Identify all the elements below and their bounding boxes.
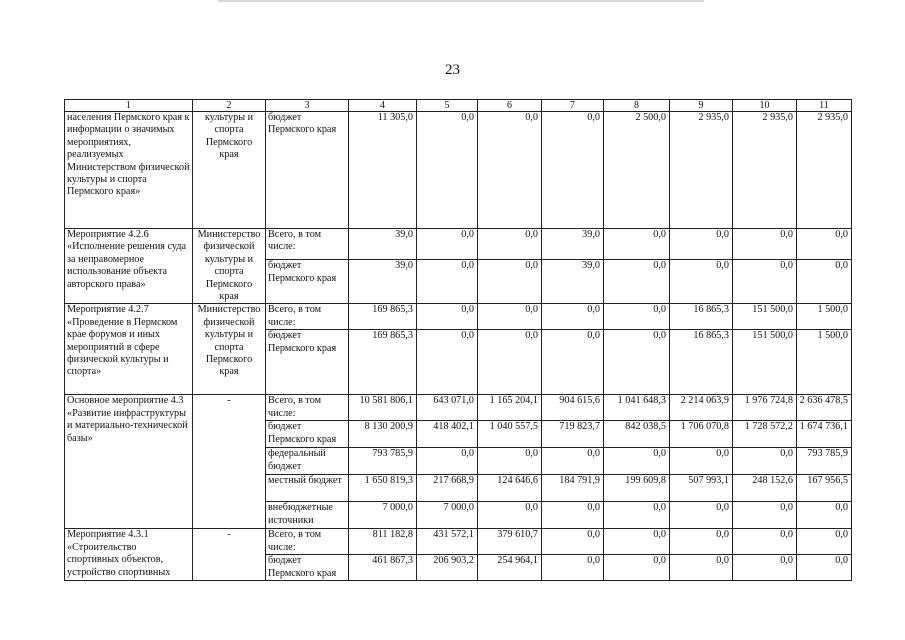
value-cell: 217 668,9	[417, 475, 478, 502]
value-cell: 124 646,6	[478, 475, 542, 502]
value-cell: 0,0	[542, 529, 604, 555]
value-cell: 151 500,0	[733, 330, 797, 395]
value-cell: 1 040 557,5	[478, 421, 542, 448]
top-edge-rule	[218, 0, 704, 2]
value-cell: 0,0	[797, 260, 852, 304]
value-cell: 167 956,5	[797, 475, 852, 502]
value-cell: 793 785,9	[797, 448, 852, 475]
value-cell: 0,0	[542, 112, 604, 229]
value-cell: 0,0	[417, 304, 478, 330]
value-cell: 0,0	[733, 555, 797, 581]
funding-source: бюджет Пермского края	[266, 555, 349, 581]
value-cell: 11 305,0	[349, 112, 417, 229]
value-cell: 507 993,1	[670, 475, 733, 502]
value-cell: 0,0	[797, 529, 852, 555]
column-number-row	[65, 100, 852, 112]
value-cell: 2 214 063,9	[670, 395, 733, 421]
value-cell: 0,0	[733, 229, 797, 260]
value-cell: 0,0	[604, 448, 670, 475]
value-cell: 169 865,3	[349, 304, 417, 330]
value-cell: 1 165 204,1	[478, 395, 542, 421]
value-cell: 0,0	[417, 448, 478, 475]
value-cell: 1 041 648,3	[604, 395, 670, 421]
value-cell: 0,0	[478, 112, 542, 229]
value-cell: 0,0	[670, 448, 733, 475]
responsible-executor: -	[193, 395, 266, 529]
value-cell: 0,0	[797, 555, 852, 581]
funding-source: Всего, в том числе:	[266, 304, 349, 330]
value-cell: 1 650 819,3	[349, 475, 417, 502]
value-cell: 0,0	[797, 502, 852, 529]
activity-name: Основное мероприятие 4.3 «Развитие инфраструктуры и материально-технической базы»	[65, 395, 193, 529]
activity-name: населения Пермского края к информации о значимых мероприятиях, реализуемых Министерством физической культуры и спорта Пермского края»	[65, 112, 193, 229]
value-cell: 431 572,1	[417, 529, 478, 555]
column-number: 1	[65, 100, 193, 112]
value-cell: 2 500,0	[604, 112, 670, 229]
value-cell: 0,0	[542, 448, 604, 475]
funding-source: Всего, в том числе:	[266, 229, 349, 260]
value-cell: 643 071,0	[417, 395, 478, 421]
funding-source: бюджет Пермского края	[266, 330, 349, 395]
value-cell: 793 785,9	[349, 448, 417, 475]
funding-source: бюджет Пермского края	[266, 421, 349, 448]
value-cell: 151 500,0	[733, 304, 797, 330]
value-cell: 39,0	[349, 229, 417, 260]
value-cell: 0,0	[542, 555, 604, 581]
value-cell: 0,0	[604, 555, 670, 581]
value-cell: 2 636 478,5	[797, 395, 852, 421]
value-cell: 0,0	[542, 304, 604, 330]
value-cell: 0,0	[604, 529, 670, 555]
funding-source: Всего, в том числе:	[266, 395, 349, 421]
value-cell: 39,0	[349, 260, 417, 304]
table-row	[65, 395, 852, 421]
value-cell: 1 500,0	[797, 304, 852, 330]
value-cell: 1 706 070,8	[670, 421, 733, 448]
value-cell: 206 903,2	[417, 555, 478, 581]
value-cell: 461 867,3	[349, 555, 417, 581]
value-cell: 0,0	[417, 112, 478, 229]
value-cell: 904 615,6	[542, 395, 604, 421]
value-cell: 169 865,3	[349, 330, 417, 395]
value-cell: 39,0	[542, 229, 604, 260]
funding-source: внебюджетные источники	[266, 502, 349, 529]
value-cell: 0,0	[604, 260, 670, 304]
value-cell: 379 610,7	[478, 529, 542, 555]
value-cell: 16 865,3	[670, 304, 733, 330]
funding-source: бюджет Пермского края	[266, 260, 349, 304]
value-cell: 184 791,9	[542, 475, 604, 502]
value-cell: 2 935,0	[670, 112, 733, 229]
value-cell: 0,0	[604, 330, 670, 395]
column-number: 11	[797, 100, 852, 112]
column-number: 4	[349, 100, 417, 112]
column-number: 9	[670, 100, 733, 112]
funding-source: Всего, в том числе:	[266, 529, 349, 555]
value-cell: 254 964,1	[478, 555, 542, 581]
table-row	[65, 112, 852, 229]
value-cell: 0,0	[478, 330, 542, 395]
value-cell: 0,0	[542, 502, 604, 529]
value-cell: 0,0	[733, 260, 797, 304]
table-row	[65, 529, 852, 555]
funding-source: местный бюджет	[266, 475, 349, 502]
value-cell: 0,0	[670, 229, 733, 260]
value-cell: 1 976 724,8	[733, 395, 797, 421]
column-number: 8	[604, 100, 670, 112]
value-cell: 7 000,0	[349, 502, 417, 529]
funding-source: федеральный бюджет	[266, 448, 349, 475]
value-cell: 0,0	[604, 304, 670, 330]
responsible-executor: -	[193, 529, 266, 581]
column-number: 10	[733, 100, 797, 112]
page-number: 23	[445, 62, 460, 78]
value-cell: 2 935,0	[797, 112, 852, 229]
value-cell: 0,0	[604, 229, 670, 260]
value-cell: 2 935,0	[733, 112, 797, 229]
value-cell: 199 609,8	[604, 475, 670, 502]
column-number: 7	[542, 100, 604, 112]
value-cell: 16 865,3	[670, 330, 733, 395]
value-cell: 0,0	[417, 229, 478, 260]
value-cell: 0,0	[733, 448, 797, 475]
value-cell: 248 152,6	[733, 475, 797, 502]
responsible-executor: Министерство физической культуры и спорта Пермского края	[193, 304, 266, 395]
value-cell: 0,0	[478, 448, 542, 475]
value-cell: 0,0	[733, 529, 797, 555]
column-number: 5	[417, 100, 478, 112]
value-cell: 0,0	[478, 502, 542, 529]
table-row	[65, 304, 852, 330]
value-cell: 0,0	[670, 529, 733, 555]
value-cell: 0,0	[733, 502, 797, 529]
value-cell: 1 674 736,1	[797, 421, 852, 448]
value-cell: 0,0	[478, 229, 542, 260]
activity-name: Мероприятие 4.3.1 «Строительство спортивных объектов, устройство спортивных	[65, 529, 193, 581]
value-cell: 719 823,7	[542, 421, 604, 448]
activity-name: Мероприятие 4.2.7 «Проведение в Пермском крае форумов и иных мероприятий в сфере физической культуры и спорта»	[65, 304, 193, 395]
responsible-executor: Министерство физической культуры и спорта Пермского края	[193, 229, 266, 304]
value-cell: 8 130 200,9	[349, 421, 417, 448]
value-cell: 0,0	[417, 330, 478, 395]
value-cell: 0,0	[478, 260, 542, 304]
value-cell: 0,0	[478, 304, 542, 330]
value-cell: 10 581 806,1	[349, 395, 417, 421]
value-cell: 0,0	[604, 502, 670, 529]
value-cell: 0,0	[542, 330, 604, 395]
funding-source: бюджет Пермского края	[266, 112, 349, 229]
value-cell: 39,0	[542, 260, 604, 304]
value-cell: 1 728 572,2	[733, 421, 797, 448]
value-cell: 0,0	[670, 502, 733, 529]
value-cell: 0,0	[670, 555, 733, 581]
value-cell: 0,0	[417, 260, 478, 304]
responsible-executor: культуры и спорта Пермского края	[193, 112, 266, 229]
value-cell: 842 038,5	[604, 421, 670, 448]
value-cell: 1 500,0	[797, 330, 852, 395]
table-row	[65, 229, 852, 260]
value-cell: 0,0	[670, 260, 733, 304]
column-number: 2	[193, 100, 266, 112]
value-cell: 811 182,8	[349, 529, 417, 555]
column-number: 6	[478, 100, 542, 112]
value-cell: 7 000,0	[417, 502, 478, 529]
value-cell: 418 402,1	[417, 421, 478, 448]
column-number: 3	[266, 100, 349, 112]
activity-name: Мероприятие 4.2.6 «Исполнение решения суда за неправомерное использование объекта авторского права»	[65, 229, 193, 304]
budget-table	[64, 99, 852, 581]
value-cell: 0,0	[797, 229, 852, 260]
